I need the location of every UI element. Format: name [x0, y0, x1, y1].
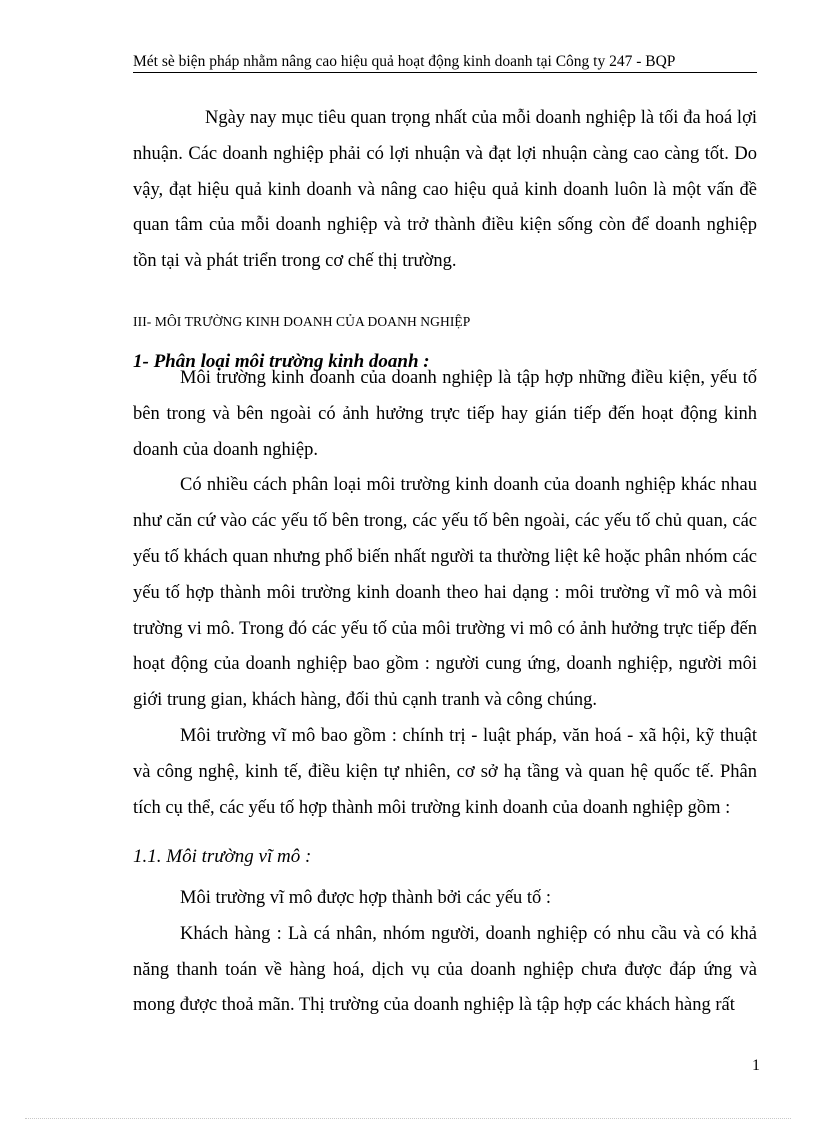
- running-header: Mét sè biện pháp nhằm nâng cao hiệu quả hoạt động kinh doanh tại Công ty 247 - BQP: [133, 53, 676, 70]
- paragraph: Môi trường vĩ mô được hợp thành bởi các yếu tố :: [180, 888, 552, 908]
- paragraph: Có nhiều cách phân loại môi trường kinh doanh của doanh nghiệp khác nhau như căn cứ vào các yếu tố bên trong, các yếu tố bên ngoài, các yếu tố chủ quan, các yếu tố khách quan nhưng phổ biến nhất người ta thường liệt kê hoặc phân nhóm các yếu tố hợp thành môi trường kinh doanh theo hai dạng : môi trường vĩ mô và môi trường vi mô. Trong đó các yếu tố của môi trường vi mô có ảnh hưởng trực tiếp đến hoạt động của doanh nghiệp bao gồm : người cung ứng, doanh nghiệp, người môi giới trung gian, khách hàng, đối thủ cạnh tranh và công chúng.: [133, 475, 757, 711]
- page-number: 1: [752, 1057, 760, 1074]
- paragraph: Môi trường vĩ mô bao gồm : chính trị - luật pháp, văn hoá - xã hội, kỹ thuật và công nghệ, kinh tế, điều kiện tự nhiên, cơ sở hạ tầng và quan hệ quốc tế. Phân tích cụ thể, các yếu tố hợp thành môi trường kinh doanh của doanh nghiệp gồm :: [133, 725, 757, 818]
- subsection-body: [133, 361, 757, 826]
- subsubsection-heading: 1.1. Môi trường vĩ mô :: [133, 846, 312, 867]
- page-bottom-edge: [25, 1118, 791, 1119]
- paragraph: Môi trường kinh doanh của doanh nghiệp là tập hợp những điều kiện, yếu tố bên trong và bên ngoài có ảnh hưởng trực tiếp hay gián tiếp đến hoạt động kinh doanh của doanh nghiệp.: [133, 368, 757, 460]
- paragraph: Khách hàng : Là cá nhân, nhóm người, doanh nghiệp có nhu cầu và có khả năng thanh toán về hàng hoá, dịch vụ của doanh nghiệp chưa được đáp ứng và mong được thoả mãn. Thị trường của doanh nghiệp là tập hợp các khách hàng rất: [133, 923, 757, 1016]
- header-divider: [133, 72, 757, 73]
- intro-paragraph: Ngày nay mục tiêu quan trọng nhất của mỗi doanh nghiệp là tối đa hoá lợi nhuận. Các doanh nghiệp phải có lợi nhuận và đạt lợi nhuận càng cao càng tốt. Do vậy, đạt hiệu quả kinh doanh và nâng cao hiệu quả kinh doanh luôn là một vấn đề quan tâm của mỗi doanh nghiệp và trở thành điều kiện sống còn để doanh nghiệp tồn tại và phát triển trong cơ chế thị trường.: [133, 108, 757, 272]
- subsubsection-body: [133, 881, 757, 1024]
- intro-block: [133, 101, 757, 280]
- section-heading: III- MÔI TRƯỜNG KINH DOANH CỦA DOANH NGHIỆP: [133, 314, 471, 329]
- subsection-heading: 1- Phân loại môi trường kinh doanh :: [133, 351, 430, 372]
